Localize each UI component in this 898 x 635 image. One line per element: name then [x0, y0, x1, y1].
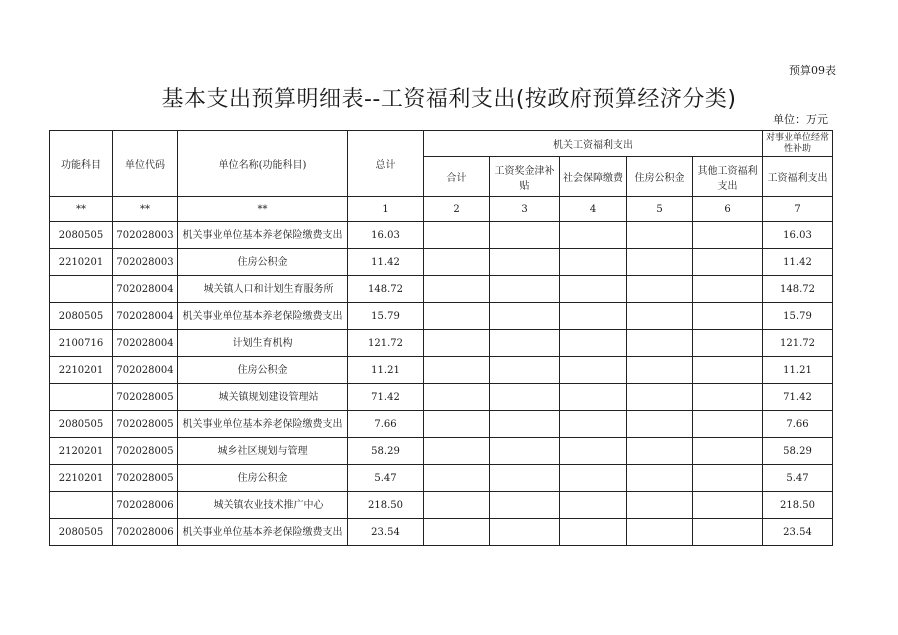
total-cell: 148.72: [348, 276, 424, 303]
func-code-cell: 2120201: [50, 438, 113, 465]
func-code-cell: [50, 384, 113, 411]
total-cell: 15.79: [348, 303, 424, 330]
housing-cell: [627, 357, 693, 384]
total-cell: 58.29: [348, 438, 424, 465]
func-code-cell: 2080505: [50, 303, 113, 330]
welfare-cell: 58.29: [763, 438, 833, 465]
table-row: [50, 222, 833, 249]
func-code-cell: 2080505: [50, 222, 113, 249]
func-code-cell: 2210201: [50, 249, 113, 276]
unit-code-cell: 702028005: [113, 438, 178, 465]
sum-cell: [424, 384, 490, 411]
header-unit-name: 单位名称(功能科目): [178, 131, 348, 197]
total-cell: 121.72: [348, 330, 424, 357]
unit-name-cell: 住房公积金: [178, 465, 348, 492]
header-bonus: 工资奖金津补贴: [490, 157, 560, 197]
total-cell: 11.21: [348, 357, 424, 384]
bonus-cell: [490, 276, 560, 303]
other-cell: [693, 249, 763, 276]
housing-cell: [627, 492, 693, 519]
unit-name-cell: 城关镇人口和计划生育服务所: [178, 276, 348, 303]
welfare-cell: 218.50: [763, 492, 833, 519]
header-housing: 住房公积金: [627, 157, 693, 197]
unit-name-cell: 机关事业单位基本养老保险缴费支出: [178, 519, 348, 546]
header-sum: 合计: [424, 157, 490, 197]
header-social: 社会保障缴费: [560, 157, 627, 197]
total-cell: 7.66: [348, 411, 424, 438]
bonus-cell: [490, 222, 560, 249]
housing-cell: [627, 303, 693, 330]
bonus-cell: [490, 330, 560, 357]
index-cell: **: [113, 197, 178, 222]
housing-cell: [627, 438, 693, 465]
sum-cell: [424, 222, 490, 249]
social-cell: [560, 357, 627, 384]
sum-cell: [424, 411, 490, 438]
bonus-cell: [490, 438, 560, 465]
social-cell: [560, 492, 627, 519]
func-code-cell: 2080505: [50, 411, 113, 438]
housing-cell: [627, 276, 693, 303]
table-row: [50, 276, 833, 303]
housing-cell: [627, 330, 693, 357]
func-code-cell: 2080505: [50, 519, 113, 546]
index-cell: 7: [763, 197, 833, 222]
bonus-cell: [490, 519, 560, 546]
unit-name-cell: 计划生育机构: [178, 330, 348, 357]
other-cell: [693, 357, 763, 384]
housing-cell: [627, 519, 693, 546]
welfare-cell: 121.72: [763, 330, 833, 357]
social-cell: [560, 276, 627, 303]
table-row: [50, 384, 833, 411]
header-func-code: 功能科目: [50, 131, 113, 197]
index-cell: **: [50, 197, 113, 222]
table-row: [50, 465, 833, 492]
total-cell: 5.47: [348, 465, 424, 492]
unit-code-cell: 702028004: [113, 303, 178, 330]
index-cell: 3: [490, 197, 560, 222]
unit-code-cell: 702028004: [113, 357, 178, 384]
sum-cell: [424, 438, 490, 465]
social-cell: [560, 438, 627, 465]
index-cell: **: [178, 197, 348, 222]
other-cell: [693, 222, 763, 249]
other-cell: [693, 519, 763, 546]
bonus-cell: [490, 384, 560, 411]
index-cell: 2: [424, 197, 490, 222]
header-org-group: 机关工资福利支出: [424, 131, 763, 157]
index-cell: 1: [348, 197, 424, 222]
social-cell: [560, 519, 627, 546]
welfare-cell: 15.79: [763, 303, 833, 330]
table-row: [50, 438, 833, 465]
bonus-cell: [490, 249, 560, 276]
bonus-cell: [490, 411, 560, 438]
total-cell: 16.03: [348, 222, 424, 249]
budget-table: [49, 130, 833, 546]
unit-name-cell: 住房公积金: [178, 357, 348, 384]
housing-cell: [627, 222, 693, 249]
sum-cell: [424, 519, 490, 546]
table-row: [50, 519, 833, 546]
other-cell: [693, 465, 763, 492]
func-code-cell: [50, 276, 113, 303]
welfare-cell: 16.03: [763, 222, 833, 249]
welfare-cell: 71.42: [763, 384, 833, 411]
social-cell: [560, 330, 627, 357]
func-code-cell: 2210201: [50, 465, 113, 492]
other-cell: [693, 330, 763, 357]
other-cell: [693, 303, 763, 330]
unit-code-cell: 702028005: [113, 465, 178, 492]
table-row: [50, 303, 833, 330]
housing-cell: [627, 249, 693, 276]
other-cell: [693, 276, 763, 303]
sum-cell: [424, 330, 490, 357]
bonus-cell: [490, 492, 560, 519]
header-welfare: 工资福利支出: [763, 157, 833, 197]
header-unit-code: 单位代码: [113, 131, 178, 197]
welfare-cell: 23.54: [763, 519, 833, 546]
other-cell: [693, 411, 763, 438]
table-row: [50, 249, 833, 276]
func-code-cell: 2100716: [50, 330, 113, 357]
header-total: 总计: [348, 131, 424, 197]
table-row: [50, 492, 833, 519]
unit-code-cell: 702028003: [113, 249, 178, 276]
unit-name-cell: 城乡社区规划与管理: [178, 438, 348, 465]
unit-name-cell: 城关镇规划建设管理站: [178, 384, 348, 411]
unit-name-cell: 机关事业单位基本养老保险缴费支出: [178, 411, 348, 438]
total-cell: 71.42: [348, 384, 424, 411]
unit-name-cell: 机关事业单位基本养老保险缴费支出: [178, 222, 348, 249]
housing-cell: [627, 411, 693, 438]
bonus-cell: [490, 357, 560, 384]
index-cell: 4: [560, 197, 627, 222]
social-cell: [560, 384, 627, 411]
index-cell: 6: [693, 197, 763, 222]
header-other: 其他工资福利支出: [693, 157, 763, 197]
total-cell: 218.50: [348, 492, 424, 519]
sum-cell: [424, 492, 490, 519]
table-body: [50, 197, 833, 546]
bonus-cell: [490, 465, 560, 492]
sum-cell: [424, 303, 490, 330]
welfare-cell: 7.66: [763, 411, 833, 438]
index-cell: 5: [627, 197, 693, 222]
other-cell: [693, 438, 763, 465]
sum-cell: [424, 465, 490, 492]
index-row: [50, 197, 833, 222]
func-code-cell: 2210201: [50, 357, 113, 384]
housing-cell: [627, 384, 693, 411]
unit-code-cell: 702028005: [113, 411, 178, 438]
other-cell: [693, 492, 763, 519]
social-cell: [560, 411, 627, 438]
unit-name-cell: 城关镇农业技术推广中心: [178, 492, 348, 519]
social-cell: [560, 465, 627, 492]
social-cell: [560, 222, 627, 249]
unit-code-cell: 702028005: [113, 384, 178, 411]
table-row: [50, 411, 833, 438]
social-cell: [560, 303, 627, 330]
bonus-cell: [490, 303, 560, 330]
housing-cell: [627, 465, 693, 492]
welfare-cell: 5.47: [763, 465, 833, 492]
sum-cell: [424, 249, 490, 276]
unit-code-cell: 702028003: [113, 222, 178, 249]
welfare-cell: 11.42: [763, 249, 833, 276]
page-title: 基本支出预算明细表--工资福利支出(按政府预算经济分类): [161, 87, 737, 112]
table-row: [50, 357, 833, 384]
sum-cell: [424, 276, 490, 303]
sum-cell: [424, 357, 490, 384]
social-cell: [560, 249, 627, 276]
welfare-cell: 11.21: [763, 357, 833, 384]
unit-code-cell: 702028006: [113, 519, 178, 546]
unit-code-cell: 702028004: [113, 276, 178, 303]
unit-name-cell: 住房公积金: [178, 249, 348, 276]
unit-name-cell: 机关事业单位基本养老保险缴费支出: [178, 303, 348, 330]
unit-label: 单位：万元: [773, 113, 828, 126]
table-row: [50, 330, 833, 357]
unit-code-cell: 702028006: [113, 492, 178, 519]
form-number: 预算09表: [789, 64, 836, 77]
welfare-cell: 148.72: [763, 276, 833, 303]
other-cell: [693, 384, 763, 411]
total-cell: 11.42: [348, 249, 424, 276]
func-code-cell: [50, 492, 113, 519]
total-cell: 23.54: [348, 519, 424, 546]
header-pub-group: 对事业单位经常性补助: [763, 131, 833, 157]
unit-code-cell: 702028004: [113, 330, 178, 357]
